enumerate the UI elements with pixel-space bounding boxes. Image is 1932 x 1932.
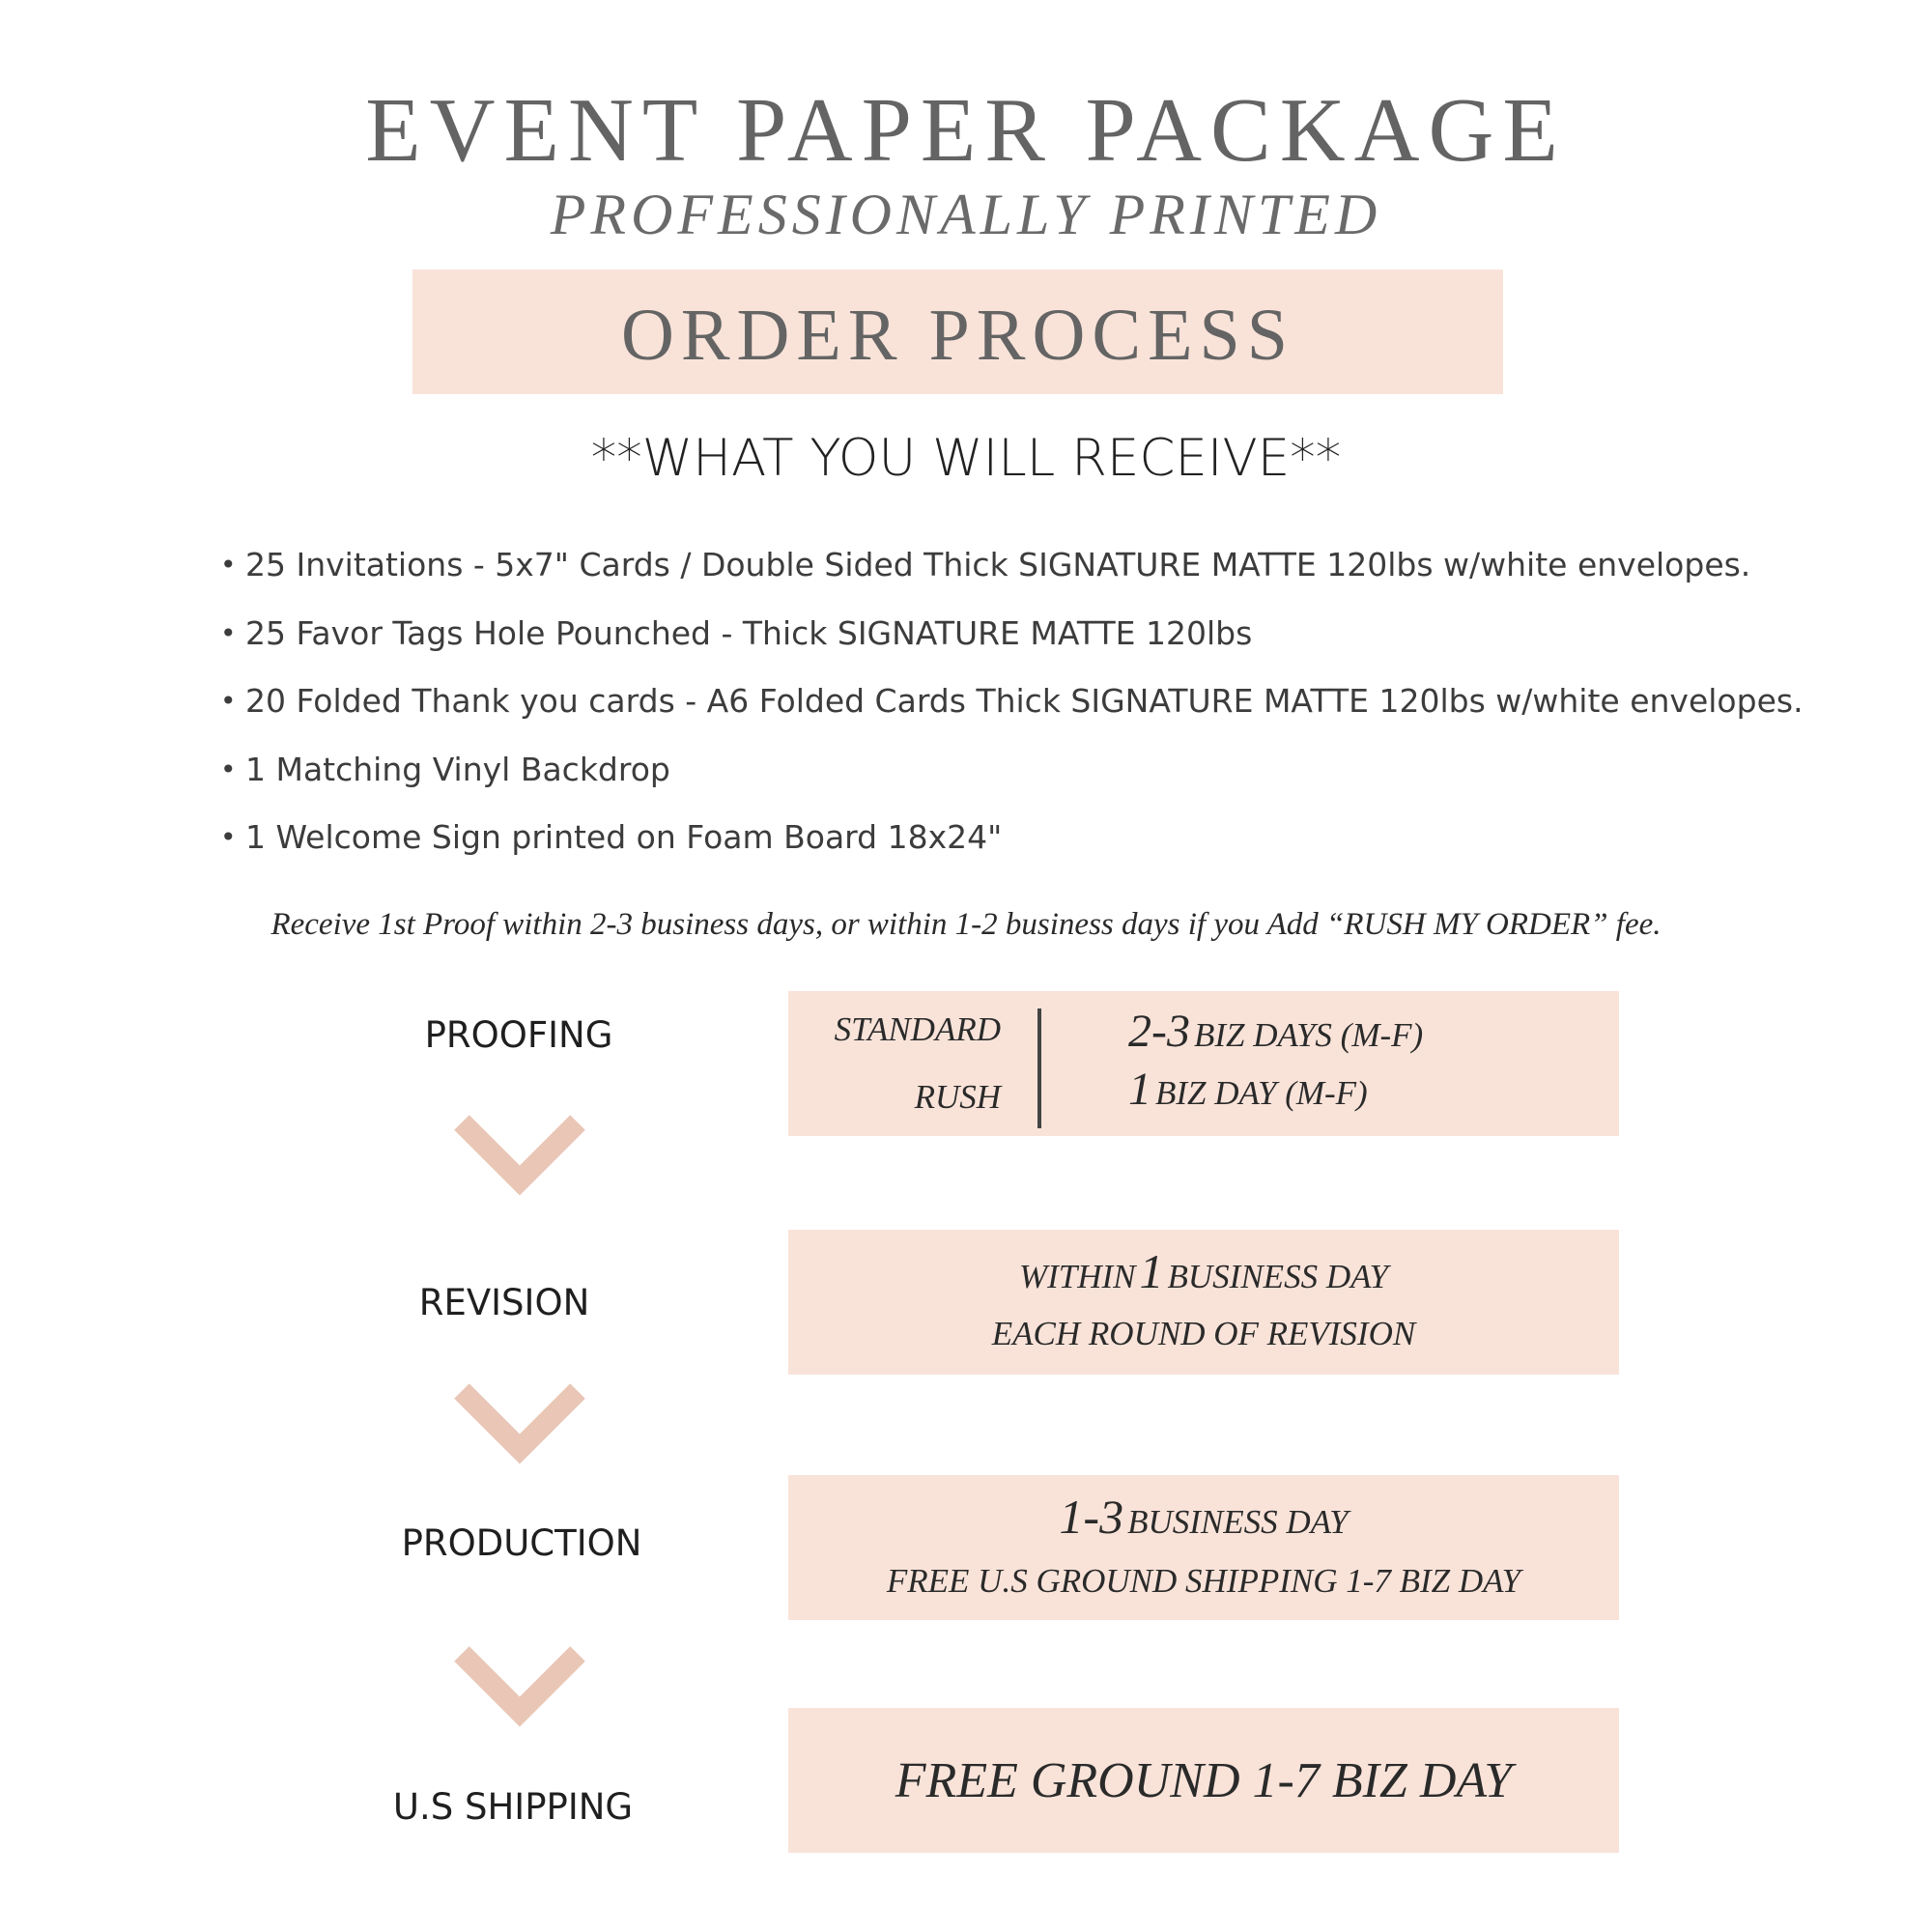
production-line-2: FREE U.S GROUND SHIPPING 1-7 BIZ DAY	[886, 1562, 1521, 1600]
production-line-1	[788, 1490, 1619, 1544]
list-item	[220, 677, 1804, 746]
proof-timing-note: Receive 1st Proof within 2-3 business days, or within 1-2 business days if you Add “RUSH MY ORDER” fee.	[270, 907, 1662, 942]
item-text: 25 Favor Tags Hole Pounched - Thick SIGNATURE MATTE 120lbs	[245, 613, 1253, 652]
bullet: •	[220, 685, 237, 717]
list-item	[220, 541, 1766, 610]
step-label-revision: REVISION	[418, 1282, 590, 1323]
standard-days-text: BIZ DAYS (M-F)	[1193, 1016, 1424, 1054]
step-label-production: PRODUCTION	[401, 1522, 642, 1564]
rush-label: RUSH	[914, 1078, 1001, 1116]
standard-label: STANDARD	[834, 1010, 1001, 1048]
package-item-list	[220, 541, 1804, 882]
bullet: •	[220, 821, 237, 853]
list-item	[220, 610, 1766, 678]
rush-days-text: BIZ DAY (M-F)	[1155, 1074, 1368, 1112]
revision-line-2: EACH ROUND OF REVISION	[991, 1315, 1416, 1352]
revision-within: WITHIN	[1018, 1258, 1136, 1295]
shipping-box	[788, 1708, 1619, 1853]
standard-days-number: 2-3	[1128, 1006, 1190, 1057]
bullet: •	[220, 616, 237, 649]
item-text: 1 Matching Vinyl Backdrop	[245, 750, 670, 788]
order-process-banner	[412, 270, 1503, 394]
step-label-shipping: U.S SHIPPING	[392, 1786, 634, 1828]
production-box	[788, 1475, 1619, 1620]
proofing-box	[788, 991, 1619, 1136]
bullet: •	[220, 549, 237, 581]
item-text: 20 Folded Thank you cards - A6 Folded Cards Thick SIGNATURE MATTE 120lbs w/white envelopes.	[245, 682, 1804, 720]
item-text: 25 Invitations - 5x7" Cards / Double Sided Thick SIGNATURE MATTE 120lbs w/white envelopes.	[245, 546, 1751, 583]
revision-business-day: BUSINESS DAY	[1167, 1258, 1389, 1295]
production-days-number: 1-3	[1059, 1490, 1124, 1544]
step-label-proofing: PROOFING	[424, 1014, 613, 1056]
standard-time	[1128, 1006, 1424, 1057]
banner-title: ORDER PROCESS	[620, 295, 1295, 376]
shipping-text: FREE GROUND 1-7 BIZ DAY	[895, 1753, 1513, 1808]
page-subtitle: PROFESSIONALLY PRINTED	[550, 183, 1382, 246]
receive-heading: **WHAT YOU WILL RECEIVE**	[590, 429, 1342, 488]
item-text: 1 Welcome Sign printed on Foam Board 18x24"	[245, 818, 1003, 856]
production-days-text: BUSINESS DAY	[1127, 1503, 1349, 1541]
chevron-down-icon	[452, 1642, 587, 1729]
list-item	[220, 746, 1766, 814]
page-title: EVENT PAPER PACKAGE	[365, 80, 1567, 181]
rush-time	[1128, 1066, 1368, 1113]
revision-box	[788, 1230, 1619, 1375]
chevron-down-icon	[452, 1111, 587, 1198]
divider	[1037, 1009, 1041, 1128]
chevron-down-icon	[452, 1379, 587, 1466]
rush-days-number: 1	[1128, 1064, 1151, 1115]
revision-number: 1	[1139, 1244, 1164, 1298]
list-item	[220, 813, 1766, 882]
bullet: •	[220, 753, 237, 785]
revision-line-1	[788, 1244, 1619, 1298]
